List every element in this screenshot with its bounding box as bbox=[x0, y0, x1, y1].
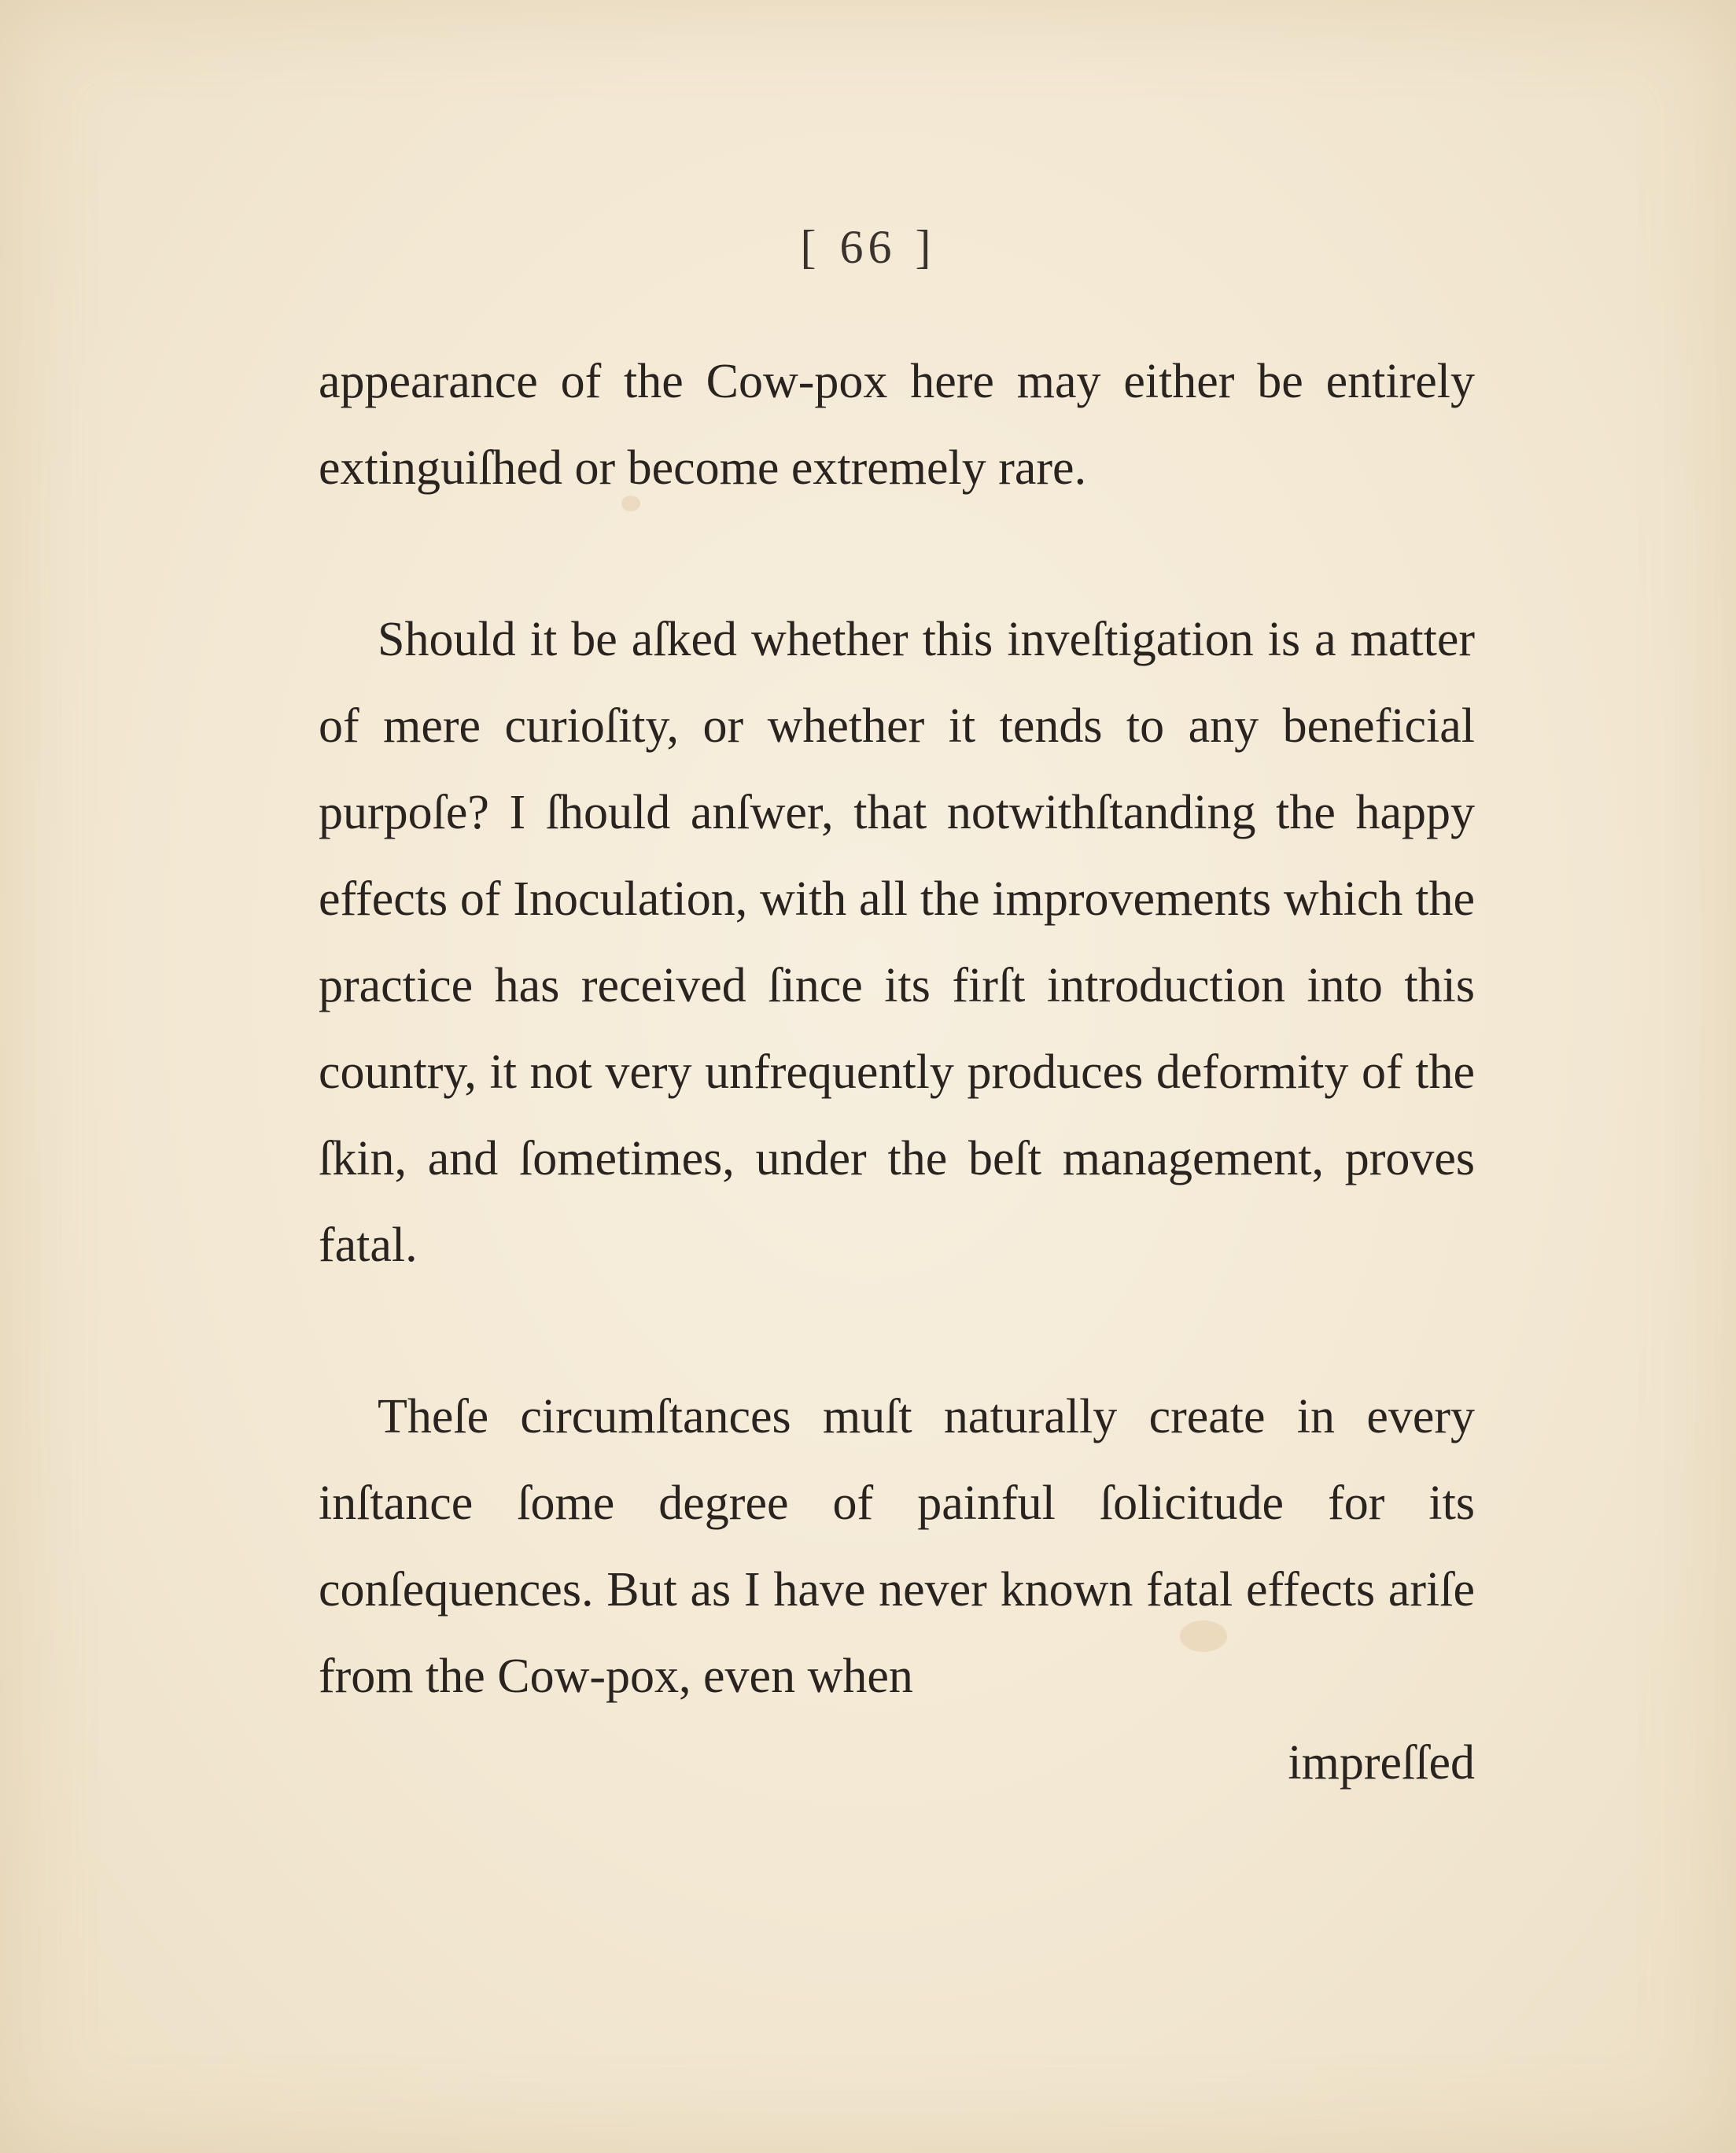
paragraph-inoculation: Should it be aſked whether this inveſtigation is a matter of mere curioſity, or whether it tends to any beneficial purpoſe? I ſhould anſwer, that notwithſtanding the happy effects of Inoculation, with all the improvements which the practice has received ſince its firſt introduction into this country, it not very unfrequently produces deformity of the ſkin, and ſometimes, under the beſt management, proves fatal. bbox=[319, 613, 1475, 1272]
page-number-bracket-open: [ bbox=[800, 221, 821, 273]
body-text bbox=[319, 338, 1475, 1806]
paragraph-circumstances: Theſe circumſtances muſt naturally create in every inſtance ſome degree of painful ſolicitude for its conſequences. But as I have never known fatal effects ariſe from the Cow-pox, even when bbox=[319, 1390, 1475, 1703]
paragraph-gap bbox=[319, 1288, 1475, 1373]
catchword: impreſſed bbox=[1288, 1736, 1475, 1790]
paragraph-continuation: appearance of the Cow-pox here may either be entirely extinguiſhed or become extremely rare. bbox=[319, 355, 1475, 495]
page-number bbox=[0, 220, 1736, 275]
page-number-value: 66 bbox=[839, 221, 897, 273]
paragraph-gap bbox=[319, 511, 1475, 596]
page-number-bracket-close: ] bbox=[915, 221, 936, 273]
